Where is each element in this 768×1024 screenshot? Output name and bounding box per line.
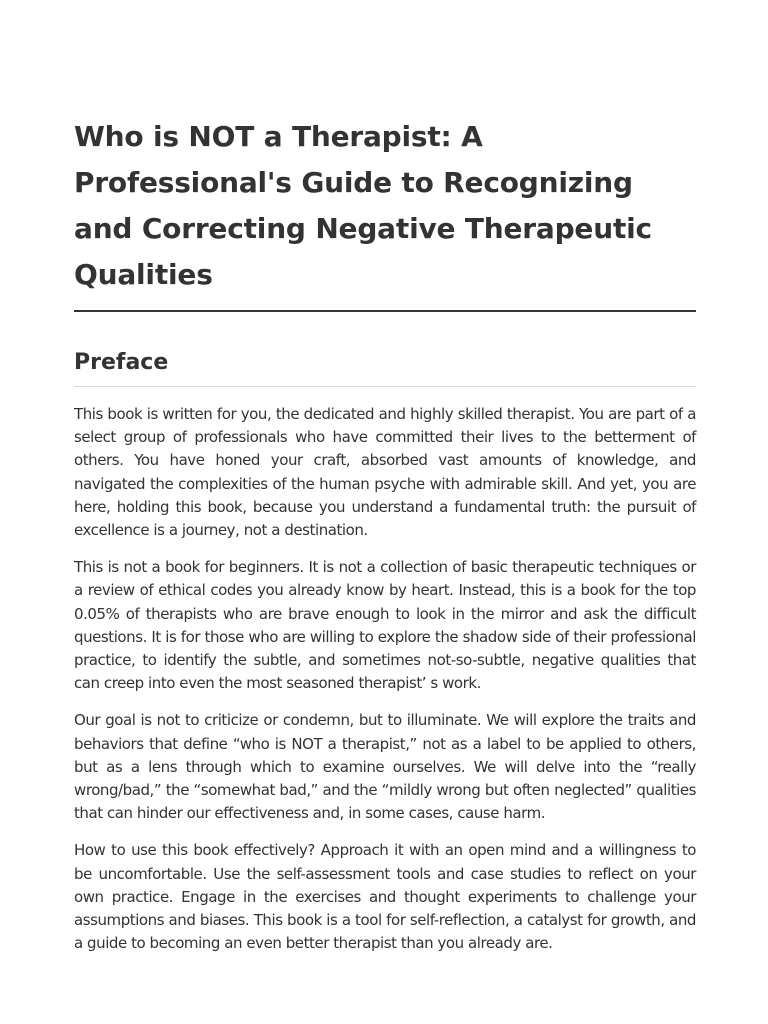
document-title: Who is NOT a Therapist: A Professional's Guide to Recognizing and Correcting Negative Therapeutic Qualities [74,120,652,291]
title-divider [74,310,696,312]
section-divider [74,386,696,387]
paragraph-2: This is not a book for beginners. It is not a collection of basic therapeutic techniques or a review of ethical codes you already know by heart. Instead, this is a book for the top 0.05% of therapists who are brave enough to look in the mirror and ask the difficult questions. It is for those who are willing to explore the shadow side of their professional practice, to identify the subtle, and sometimes not-so-subtle, negative qualities that can creep into even the most seasoned therapist’ s work. [74,558,696,693]
preface-body [74,403,696,955]
paragraph-4: How to use this book effectively? Approach it with an open mind and a willingness to be uncomfortable. Use the self-assessment tools and case studies to reflect on your own practice. Engage in the exercises and thought experiments to challenge your assumptions and biases. This book is a tool for self-reflection, a catalyst for growth, and a guide to becoming an even better therapist than you already are. [74,841,696,953]
section-heading-preface: Preface [74,350,169,375]
paragraph-3: Our goal is not to criticize or condemn, but to illuminate. We will explore the traits and behaviors that define “who is NOT a therapist,” not as a label to be applied to others, but as a lens through which to examine ourselves. We will delve into the “really wrong/bad,” the “somewhat bad,” and the “mildly wrong but often neglected” qualities that can hinder our effectiveness and, in some cases, cause harm. [74,711,696,823]
paragraph-1: This book is written for you, the dedicated and highly skilled therapist. You are part of a select group of professionals who have committed their lives to the betterment of others. You have honed your craft, absorbed vast amounts of knowledge, and navigated the complexities of the human psyche with admirable skill. And yet, you are here, holding this book, because you understand a fundamental truth: the pursuit of excellence is a journey, not a destination. [74,405,696,540]
